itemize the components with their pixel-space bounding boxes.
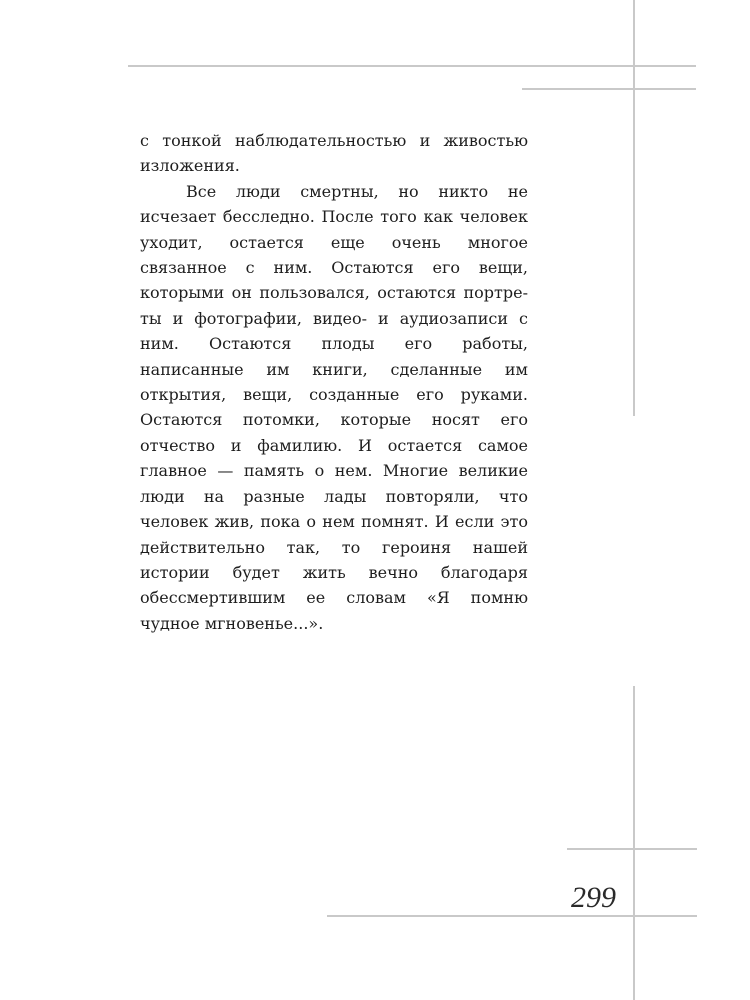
top-horizontal-rule-short (522, 88, 696, 90)
bottom-horizontal-rule-upper (567, 848, 697, 850)
paragraph-main: Все люди смертны, но никто не исчезает бесследно. После того как человек уходит, остается еще очень многое связанное с ним. Остаются его вещи, которыми он пользовался, остаются портреты и фотографии, видео- и аудиозаписи с ним. Остаются плоды его работы, написанные им книги, сделанные им открытия, вещи, созданные его руками. Остаются потомки, которые носят его отчество и фамилию. И остается самое главное — память о нем. Многие великие люди на разные лады повторяли, что человек жив, пока о нем помнят. И если это действительно так, то героиня нашей истории будет жить вечно благодаря обессмертившим ее словам «Я помню чудное мгновенье...». (140, 181, 528, 633)
bottom-horizontal-rule-lower (327, 915, 697, 917)
body-text (140, 128, 528, 636)
page-number: 299 (571, 881, 616, 914)
paragraph-continuation: с тонкой наблюдательностью и живостью изложения. (140, 131, 528, 176)
top-horizontal-rule-long (128, 65, 696, 67)
bottom-vertical-rule (633, 686, 635, 1000)
top-vertical-rule (633, 0, 635, 416)
